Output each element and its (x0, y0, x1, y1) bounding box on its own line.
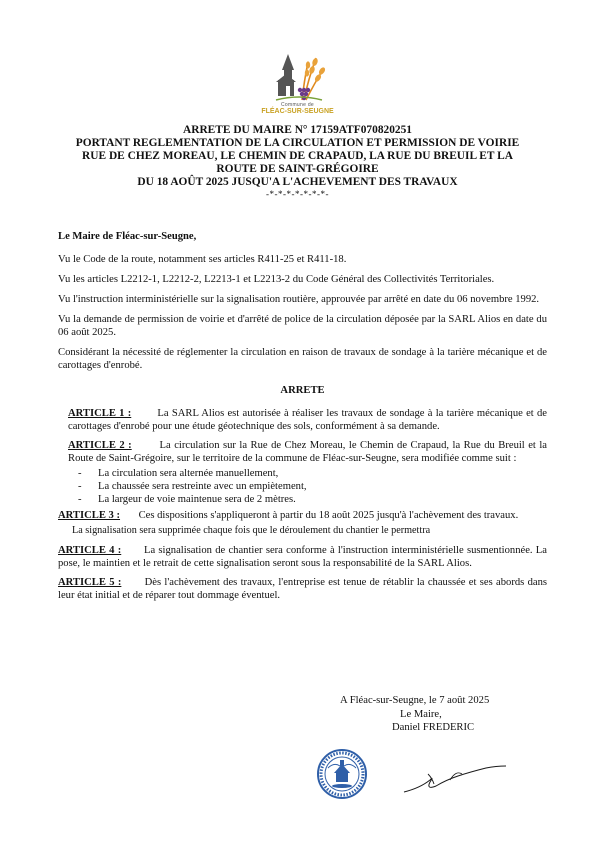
signature-block (340, 694, 489, 735)
logo-commune-label: Commune de (280, 102, 314, 108)
article-3-label: ARTICLE 3 : (58, 510, 121, 521)
article-5-label: ARTICLE 5 : (58, 577, 122, 588)
article-2-label: ARTICLE 2 : (68, 440, 132, 451)
article-2 (58, 439, 547, 465)
considerant: Considérant la nécessité de réglementer la circulation en raison de travaux de sondage à la tarière mécanique et de carottages d'enrobé. (58, 347, 547, 371)
list-item: - La circulation sera alternée manuellement, (98, 467, 547, 480)
article-5 (58, 576, 547, 602)
vu-demande: Vu la demande de permission de voirie et d'arrêté de police de la circulation déposée par la SARL Alios en date du 06 août 2025. (58, 314, 547, 338)
decree-body (58, 230, 547, 608)
article-3 (58, 509, 547, 522)
article-1 (58, 407, 547, 433)
article-4 (58, 544, 547, 570)
decree-subject-line-1: PORTANT REGLEMENTATION DE LA CIRCULATION ET PERMISSION DE VOIRIE (75, 137, 520, 149)
article-3-text: Ces dispositions s'appliqueront à partir du 18 août 2025 jusqu'à l'achèvement des travaux. (138, 510, 519, 521)
handwritten-signature-icon (400, 758, 510, 798)
mayor-name: Daniel FREDERIC (392, 722, 475, 733)
article-1-text: La SARL Alios est autorisée à réaliser les travaux de sondage à la tarière mécanique et de carottages d'enrobé pour une étude géotechnique des sols, conformément à sa demande. (68, 408, 547, 432)
place-date: A Fléac-sur-Seugne, le 7 août 2025 (340, 695, 490, 706)
decree-number: ARRETE DU MAIRE N° 17159ATF070820251 (183, 124, 412, 136)
decree-subject-line-3: ROUTE DE SAINT-GRÉGOIRE (216, 163, 379, 175)
article-5-text: Dès l'achèvement des travaux, l'entreprise est tenue de rétablir la chaussée et ses abords dans leur état initial et de réparer tout dommage éventuel. (58, 577, 548, 601)
mairie-seal-icon (316, 748, 368, 800)
list-item: - La chaussée sera restreinte avec un empiètement, (98, 480, 547, 493)
list-item: - La largeur de voie maintenue sera de 2 mètres. (98, 493, 547, 506)
arrete-title: ARRETE (280, 385, 325, 396)
header-separator: -*-*-*-*-*-*-*- (266, 189, 329, 199)
article-3-note: La signalisation sera supprimée chaque fois que le déroulement du chantier le permettra (72, 525, 431, 536)
article-2-text: La circulation sur la Rue de Chez Moreau, le Chemin de Crapaud, la Rue du Breuil et la Route de Saint-Grégoire, sur le territoire de la commune de Fléac-sur-Seugne, sera modifiée comme suit : (68, 440, 548, 464)
article-2-list (58, 467, 547, 506)
logo-commune-name: FLÉAC-SUR-SEUGNE (261, 108, 334, 115)
vu-cgct: Vu les articles L2212-1, L2212-2, L2213-1 et L2213-2 du Code Général des Collectivités Territoriales. (58, 274, 495, 285)
article-4-text: La signalisation de chantier sera conforme à l'instruction interministérielle susmentionnée. La pose, le maintien et le retrait de cette signalisation seront sous la responsabilité de la SARL Alios. (58, 545, 547, 569)
decree-header (55, 124, 540, 199)
decree-period: DU 18 AOÛT 2025 JUSQU'A L'ACHEVEMENT DES TRAVAUX (137, 176, 458, 188)
vu-code-route: Vu le Code de la route, notamment ses articles R411-25 et R411-18. (58, 254, 347, 265)
mayor-role: Le Maire, (400, 708, 442, 720)
article-1-label: ARTICLE 1 : (68, 408, 132, 419)
article-4-label: ARTICLE 4 : (58, 545, 122, 556)
vu-instruction: Vu l'instruction interministérielle sur la signalisation routière, approuvée par arrêté en date du 06 novembre 1992. (58, 294, 540, 305)
decree-subject-line-2: RUE DE CHEZ MOREAU, LE CHEMIN DE CRAPAUD, LA RUE DU BREUIL ET LA (82, 150, 513, 162)
mayor-title: Le Maire de Fléac-sur-Seugne, (58, 231, 197, 242)
